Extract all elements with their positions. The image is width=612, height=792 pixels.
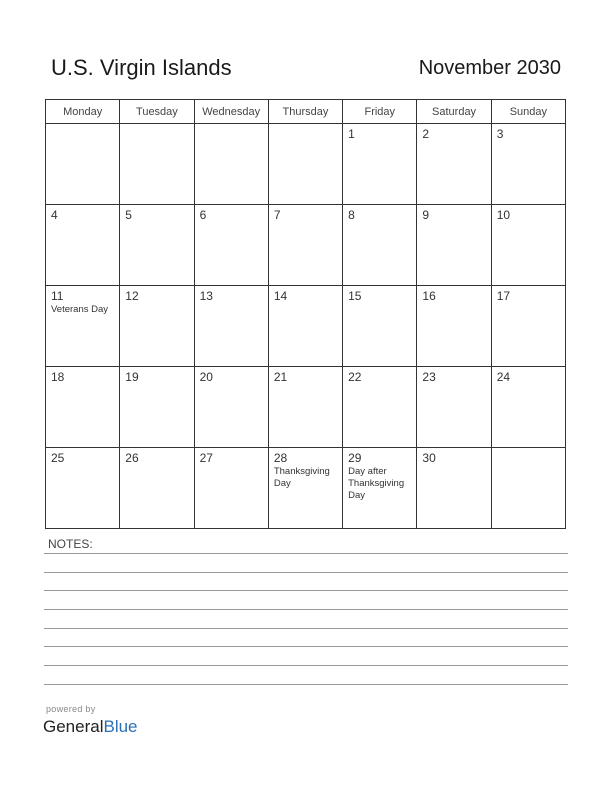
day-cell[interactable] (194, 367, 268, 448)
week-row (46, 448, 566, 529)
calendar-grid (45, 99, 566, 529)
day-number: 15 (348, 289, 362, 303)
day-number: 17 (496, 289, 511, 303)
day-cell[interactable] (491, 205, 565, 286)
day-number: 26 (125, 451, 139, 465)
day-number: 22 (348, 370, 362, 384)
day-number: 2 (422, 127, 430, 141)
day-number: 10 (496, 208, 511, 222)
day-cell[interactable] (491, 286, 565, 367)
day-number: 29 (348, 451, 362, 465)
generalblue-logo[interactable] (43, 717, 138, 737)
day-cell[interactable] (46, 286, 120, 367)
holiday-label: Day after Thanksgiving Day (348, 466, 405, 501)
day-number: 6 (199, 208, 207, 222)
day-number: 19 (125, 370, 139, 384)
day-cell[interactable] (417, 286, 491, 367)
notes-line (44, 609, 568, 610)
day-number: 7 (273, 208, 281, 222)
day-cell[interactable] (46, 367, 120, 448)
weekday-header-row (46, 100, 566, 124)
notes-line (44, 572, 568, 573)
day-cell[interactable] (120, 286, 194, 367)
notes-line (44, 684, 568, 685)
day-cell[interactable] (268, 205, 342, 286)
day-cell[interactable] (343, 205, 417, 286)
holiday-label: Veterans Day (51, 304, 109, 315)
day-number: 1 (348, 127, 355, 141)
day-cell[interactable] (194, 205, 268, 286)
day-number: 9 (422, 208, 430, 222)
day-cell[interactable] (417, 124, 491, 205)
weekday-header: Thursday (268, 100, 342, 124)
brand-blue: Blue (103, 717, 138, 736)
day-cell[interactable] (46, 124, 120, 205)
day-cell[interactable] (417, 448, 491, 529)
weekday-header: Wednesday (194, 100, 268, 124)
weekday-header: Monday (46, 100, 120, 124)
day-cell[interactable] (46, 448, 120, 529)
notes-label: NOTES: (48, 537, 93, 551)
notes-line (44, 665, 568, 666)
day-cell[interactable] (194, 124, 268, 205)
weekday-header: Tuesday (120, 100, 194, 124)
week-row (46, 205, 566, 286)
week-row (46, 286, 566, 367)
day-cell[interactable] (417, 367, 491, 448)
day-cell[interactable] (491, 367, 565, 448)
day-cell[interactable] (343, 367, 417, 448)
day-cell[interactable] (491, 124, 565, 205)
day-number: 11 (51, 289, 64, 303)
day-number: 13 (199, 289, 213, 303)
day-number: 23 (422, 370, 436, 384)
brand-general: General (43, 717, 104, 736)
week-row (46, 367, 566, 448)
calendar-title: U.S. Virgin Islands (51, 55, 232, 80)
day-cell[interactable] (46, 205, 120, 286)
day-cell[interactable] (194, 286, 268, 367)
day-cell[interactable] (268, 124, 342, 205)
powered-by-text: powered by (46, 704, 96, 714)
day-number: 27 (199, 451, 213, 465)
holiday-label: Thanksgiving Day (273, 466, 330, 489)
day-cell[interactable] (491, 448, 565, 529)
day-number: 8 (348, 208, 355, 222)
day-number: 4 (51, 208, 58, 222)
day-number: 24 (496, 370, 511, 384)
day-cell[interactable] (120, 124, 194, 205)
day-cell[interactable] (120, 205, 194, 286)
day-cell[interactable] (120, 448, 194, 529)
day-number: 12 (125, 289, 139, 303)
day-number: 30 (422, 451, 436, 465)
calendar-month: November 2030 (418, 57, 561, 79)
day-number: 14 (273, 289, 288, 303)
notes-line (44, 646, 568, 647)
day-cell[interactable] (343, 286, 417, 367)
day-cell[interactable] (194, 448, 268, 529)
day-cell[interactable] (343, 124, 417, 205)
day-cell[interactable] (417, 205, 491, 286)
day-cell[interactable] (120, 367, 194, 448)
day-number: 28 (273, 451, 288, 465)
day-cell[interactable] (268, 448, 342, 529)
day-cell[interactable] (343, 448, 417, 529)
weekday-header: Sunday (491, 100, 565, 124)
day-number: 3 (496, 127, 504, 141)
day-number: 5 (125, 208, 132, 222)
day-number: 20 (199, 370, 213, 384)
day-cell[interactable] (268, 367, 342, 448)
notes-line (44, 628, 568, 629)
day-number: 18 (51, 370, 65, 384)
day-number: 16 (422, 289, 436, 303)
notes-line (44, 590, 568, 591)
weekday-header: Friday (343, 100, 417, 124)
notes-line (44, 553, 568, 554)
week-row (46, 124, 566, 205)
day-cell[interactable] (268, 286, 342, 367)
day-number: 21 (273, 370, 288, 384)
day-number: 25 (51, 451, 65, 465)
weekday-header: Saturday (417, 100, 491, 124)
